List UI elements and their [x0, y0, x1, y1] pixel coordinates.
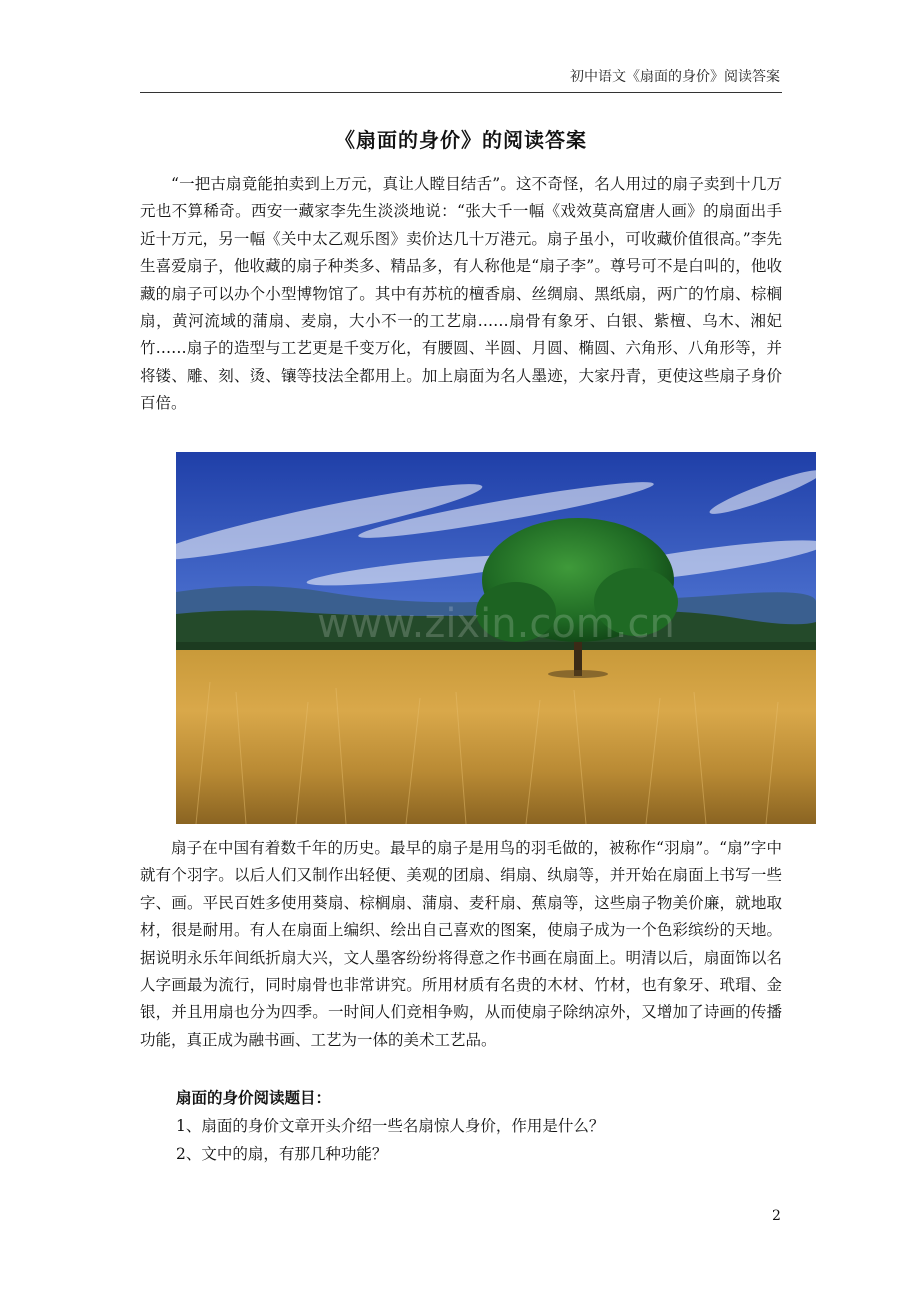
paragraph-1: “一把古扇竟能拍卖到上万元，真让人瞠目结舌”。这不奇怪，名人用过的扇子卖到十几万元也不算稀奇。西安一藏家李先生淡淡地说：“张大千一幅《戏效莫高窟唐人画》的扇面出手近十万元，另一幅《关中太乙观乐图》卖价达几十万港元。扇子虽小，可收藏价值很高。”李先生喜爱扇子，他收藏的扇子种类多、精品多，有人称他是“扇子李”。尊号可不是白叫的，他收藏的扇子可以办个小型博物馆了。其中有苏杭的檀香扇、丝绸扇、黑纸扇，两广的竹扇、棕榈扇，黄河流域的蒲扇、麦扇，大小不一的工艺扇……扇骨有象牙、白银、紫檀、乌木、湘妃竹……扇子的造型与工艺更是千变万化，有腰圆、半圆、月圆、椭圆、六角形、八角形等，并将镂、雕、刻、烫、镶等技法全都用上。加上扇面为名人墨迹，大家丹青，更使这些扇子身价百倍。	[140, 175, 782, 413]
paragraph-2: 扇子在中国有着数千年的历史。最早的扇子是用鸟的羽毛做的，被称作“羽扇”。“扇”字中就有个羽字。以后人们又制作出轻便、美观的团扇、绢扇、纨扇等，并开始在扇面上书写一些字、画。平民百姓多使用葵扇、棕榈扇、蒲扇、麦秆扇、蕉扇等，这些扇子物美价廉，就地取材，很是耐用。有人在扇面上编织、绘出自己喜欢的图案，使扇子成为一个色彩缤纷的天地。据说明永乐年间纸折扇大兴，文人墨客纷纷将得意之作书画在扇面上。明清以后，扇面饰以名人字画最为流行，同时扇骨也非常讲究。所用材质有名贵的木材、竹材，也有象牙、玳瑁、金银，并且用扇也分为四季。一时间人们竞相争购，从而使扇子除纳凉外，又增加了诗画的传播功能，真正成为融书画、工艺为一体的美术工艺品。	[140, 839, 782, 1049]
landscape-photo	[176, 452, 816, 824]
photo-watermark: www.zixin.com.cn	[317, 601, 675, 647]
question-2: 2、文中的扇，有那几种功能？	[176, 1145, 388, 1163]
question-1: 1、扇面的身价文章开头介绍一些名扇惊人身价，作用是什么？	[176, 1117, 605, 1135]
running-header: 初中语文《扇面的身价》阅读答案	[570, 69, 780, 85]
header-rule	[140, 92, 782, 93]
article-title: 《扇面的身价》的阅读答案	[335, 128, 587, 152]
page-number: 2	[772, 1208, 781, 1224]
questions-heading: 扇面的身价阅读题目：	[176, 1088, 332, 1107]
